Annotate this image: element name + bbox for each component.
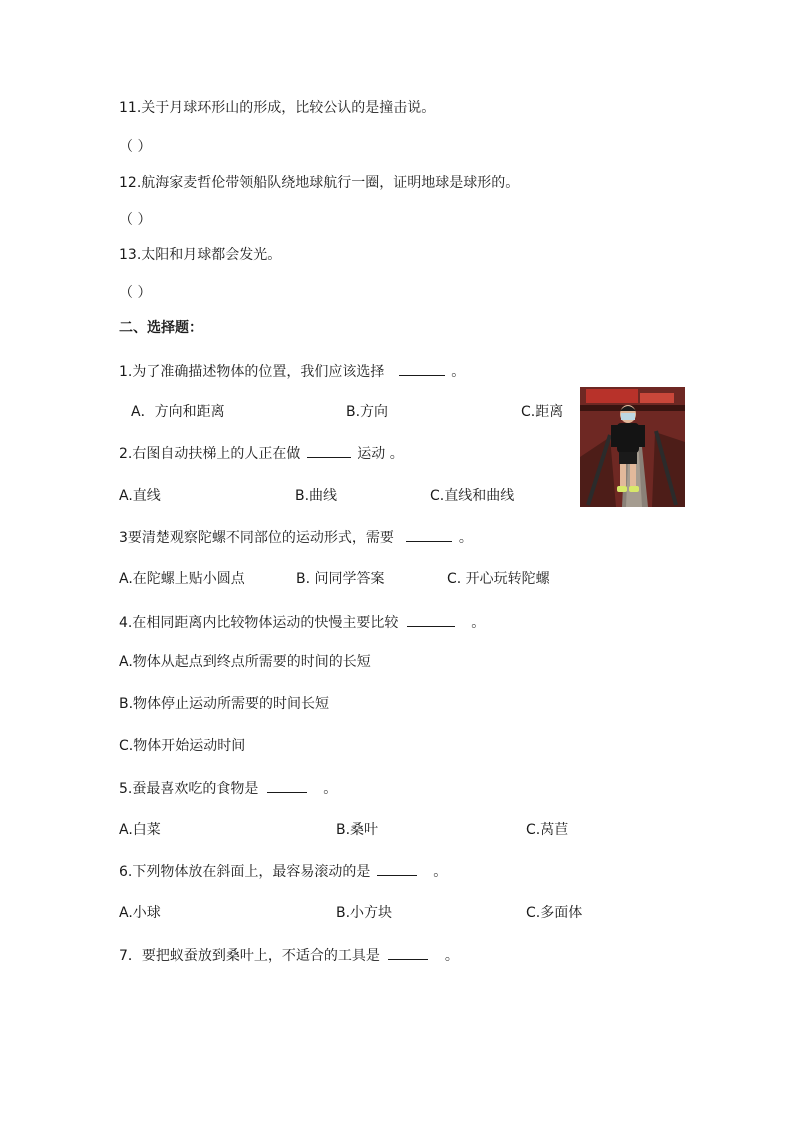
question-3-end: 。 [458, 530, 473, 546]
answer-blank [267, 778, 307, 793]
q6-option-c: C.多面体 [526, 905, 583, 921]
q4-option-b: B.物体停止运动所需要的时间长短 [119, 696, 330, 712]
q6-option-a: A.小球 [119, 905, 161, 921]
answer-blank [307, 443, 351, 458]
question-7-end: 。 [444, 948, 459, 964]
question-5-text: 5.蚕最喜欢吃的食物是 [119, 781, 259, 797]
question-6 [119, 861, 447, 882]
escalator-photo [580, 387, 685, 507]
answer-blank [388, 945, 428, 960]
q6-option-b: B.小方块 [336, 905, 393, 921]
q3-option-b: B. 问同学答案 [296, 571, 385, 587]
question-1-end: 。 [451, 364, 466, 380]
question-7 [119, 945, 459, 966]
question-5-end: 。 [323, 781, 338, 797]
q5-option-a: A.白菜 [119, 822, 161, 838]
question-7-text: 7．要把蚁蚕放到桑叶上，不适合的工具是 [119, 948, 380, 964]
question-4-end: 。 [471, 615, 486, 631]
question-1-text: 1.为了准确描述物体的位置，我们应该选择 [119, 364, 385, 380]
q3-option-a: A.在陀螺上贴小圆点 [119, 571, 245, 587]
q1-option-b: B.方向 [346, 404, 389, 420]
question-2-text: 2.右图自动扶梯上的人正在做 [119, 446, 301, 462]
judge-answer-13: （ ） [119, 285, 152, 301]
judge-item-12: 12.航海家麦哲伦带领船队绕地球航行一圈，证明地球是球形的。 [119, 175, 520, 191]
answer-blank [399, 361, 445, 376]
question-2-end: 运动 。 [357, 446, 404, 462]
judge-answer-11: （ ） [119, 139, 152, 155]
answer-blank [407, 612, 455, 627]
question-1 [119, 361, 465, 382]
q2-option-c: C.直线和曲线 [430, 488, 515, 504]
judge-item-11: 11.关于月球环形山的形成，比较公认的是撞击说。 [119, 100, 436, 116]
question-2 [119, 443, 404, 464]
question-4 [119, 612, 485, 633]
q5-option-c: C.莴苣 [526, 822, 569, 838]
question-3 [119, 527, 473, 548]
question-5 [119, 778, 337, 799]
question-3-text: 3要清楚观察陀螺不同部位的运动形式，需要 [119, 530, 394, 546]
question-6-end: 。 [433, 864, 448, 880]
escalator-person-image [580, 387, 685, 507]
q1-option-a: A．方向和距离 [131, 404, 225, 420]
section-title: 二、选择题： [119, 320, 203, 336]
q3-option-c: C. 开心玩转陀螺 [447, 571, 550, 587]
judge-item-13: 13.太阳和月球都会发光。 [119, 247, 282, 263]
q4-option-c: C.物体开始运动时间 [119, 738, 246, 754]
q2-option-a: A.直线 [119, 488, 161, 504]
q4-option-a: A.物体从起点到终点所需要的时间的长短 [119, 654, 371, 670]
question-4-text: 4.在相同距离内比较物体运动的快慢主要比较 [119, 615, 399, 631]
judge-answer-12: （ ） [119, 212, 152, 228]
q1-option-c: C.距离 [521, 404, 564, 420]
question-6-text: 6.下列物体放在斜面上，最容易滚动的是 [119, 864, 371, 880]
q5-option-b: B.桑叶 [336, 822, 379, 838]
q2-option-b: B.曲线 [295, 488, 338, 504]
answer-blank [406, 527, 452, 542]
answer-blank [377, 861, 417, 876]
